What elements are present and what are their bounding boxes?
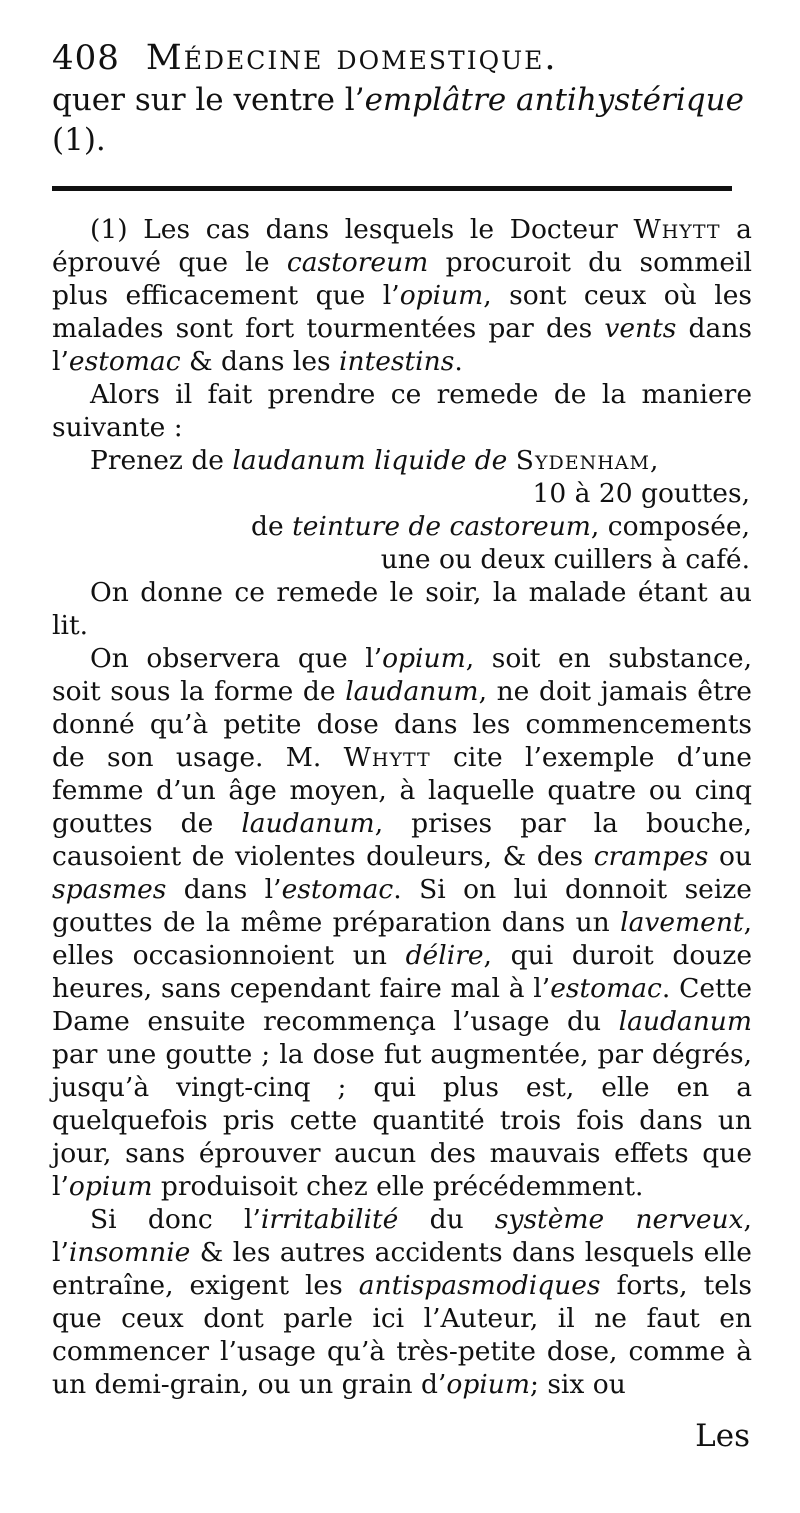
footnote-rule (52, 186, 732, 191)
text-run: On observera que l’ (90, 643, 383, 674)
italic-run: laudanum (618, 1006, 752, 1037)
italic-run: délire (405, 940, 484, 971)
running-title: Médecine domestique. (145, 38, 558, 78)
text-run: Si donc l’ (90, 1204, 261, 1235)
author-name: Whytt (343, 742, 431, 773)
text-run: ; six ou (529, 1369, 626, 1400)
text-run: & dans les (180, 346, 340, 377)
text-run: (1) Les cas dans lesquels le Docteur (90, 214, 634, 245)
text-run: du (398, 1204, 495, 1235)
text-run: (1). (52, 122, 106, 158)
recipe-line-1 (52, 444, 752, 477)
italic-run: estomac (68, 346, 181, 377)
text-run: . Si on lui donnoit seize gouttes de la même préparation dans un (52, 874, 752, 938)
italic-run: lavement (620, 907, 744, 938)
page-number: 408 (52, 38, 120, 78)
text-run: forts, tels que ceux dont parle ici l’Auteur, il ne faut en commencer l’usage qu’à très-petite dose, comme à un demi-grain, ou un grain d’ (52, 1270, 753, 1400)
footnote-paragraph-4 (52, 642, 752, 1203)
text-run: cite l’exemple d’une femme d’un âge moyen, à laquelle quatre ou cinq gouttes de (52, 742, 752, 839)
recipe-line-4: une ou deux cuillers à café. (380, 544, 750, 575)
text-run: , composée, (590, 511, 750, 542)
italic-run: crampes (593, 841, 709, 872)
text-run: . Cette Dame ensuite recommença l’usage du (52, 973, 753, 1037)
author-name: Whytt (633, 214, 721, 245)
text-run: , ne doit jamais être donné qu’à petite dose dans les commencements de son usage. M. (52, 676, 752, 773)
text-run: , elles occasionnoient un (52, 907, 752, 971)
italic-run: intestins (339, 346, 455, 377)
text-run: , prises par la bouche, causoient de violentes douleurs, & des (52, 808, 752, 872)
italic-run: système nerveux (494, 1204, 744, 1235)
catchword: Les (695, 1418, 750, 1454)
text-run: . (454, 346, 463, 377)
recipe (52, 444, 752, 576)
italic-run: vents (604, 313, 677, 344)
footnote-paragraph-5 (52, 1203, 752, 1401)
text-run: & les autres accidents dans lesquels elle entraîne, exigent les (52, 1237, 752, 1301)
footnote-paragraph-3: On donne ce remede le soir, la malade étant au lit. (52, 577, 752, 641)
italic-run: laudanum (345, 676, 479, 707)
text-run: Prenez de (90, 445, 233, 476)
footnote-paragraph-1 (52, 213, 752, 378)
italic-run: antispasmodiques (358, 1270, 601, 1301)
italic-run: insomnie (68, 1237, 191, 1268)
italic-run: spasmes (52, 874, 167, 905)
text-run: ou (708, 841, 752, 872)
text-run: , soit en substance, soit sous la forme de (52, 643, 752, 707)
italic-run: emplâtre antihystérique (364, 82, 744, 118)
italic-run: opium (68, 1171, 153, 1202)
italic-run: estomac (550, 973, 662, 1004)
italic-run: opium (399, 280, 484, 311)
text-run: a éprouvé que le (52, 214, 752, 278)
text-run: de (251, 511, 293, 542)
italic-run: estomac (281, 874, 394, 905)
text-run: par une goutte ; la dose fut augmentée, par dégrés, jusqu’à vingt-cinq ; qui plus est, elle en a quelquefois pris cette quantité trois fois dans un jour, sans éprouver aucun des mauvais effets que l’ (52, 1039, 752, 1202)
page-header (52, 38, 752, 78)
footnote-paragraph-2: Alors il fait prendre ce remede de la maniere suivante : (52, 379, 752, 443)
text-run: , (649, 445, 659, 476)
italic-run: opium (446, 1369, 530, 1400)
recipe-line-2: 10 à 20 gouttes, (532, 478, 750, 509)
text-run: procuroit du sommeil plus efficacement que l’ (52, 247, 752, 311)
text-run: dans l’ (166, 874, 282, 905)
italic-run: castoreum (286, 247, 429, 278)
italic-run: laudanum (241, 808, 375, 839)
author-name: Sydenham (515, 445, 650, 476)
text-run: dans l’ (52, 313, 752, 377)
text-run: , qui duroit douze heures, sans cependant faire mal à l’ (52, 940, 752, 1004)
text-run: quer sur le ventre l’ (52, 82, 365, 118)
text-run: , l’ (52, 1204, 752, 1268)
italic-run: laudanum liquide de (232, 445, 508, 476)
text-run: produisoit chez elle précédemment. (152, 1171, 644, 1202)
italic-run: teinture de castoreum (292, 511, 591, 542)
main-text-continuation (52, 80, 752, 160)
recipe-line-3 (52, 510, 752, 543)
text-run: , sont ceux où les malades sont fort tourmentées par des (52, 280, 753, 344)
italic-run: irritabilité (260, 1204, 399, 1235)
footnote (52, 213, 752, 1401)
italic-run: opium (382, 643, 466, 674)
